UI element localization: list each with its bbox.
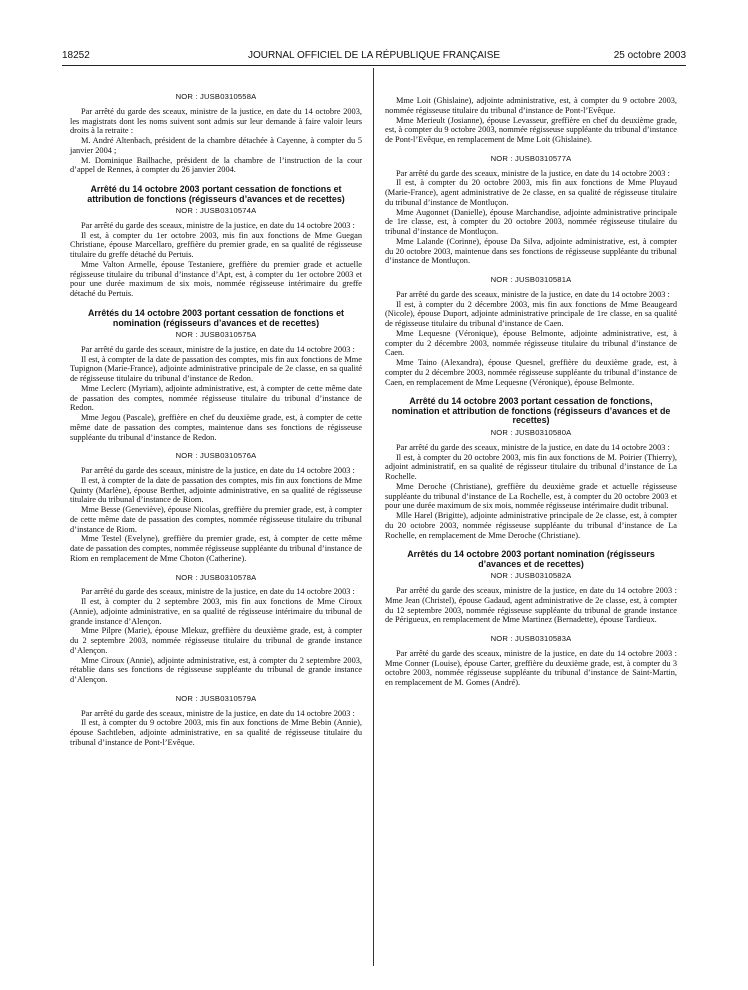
decree-paragraph: Par arrêté du garde des sceaux, ministre de la justice, en date du 14 octobre 2003 : [396,442,670,452]
decree-paragraph: Par arrêté du garde des sceaux, ministre de la justice, en date du 14 octobre 2003 : [81,466,355,476]
nor-reference: NOR : JUSB0310581A [490,275,572,284]
decree-paragraph: Mme Augonnet (Danielle), épouse Marchandise, adjointe administrative principale de 1re classe, est, à compter du 20 octobre 2003, nommée régisseuse titulaire du tribunal d’instance de Montluçon. [385,207,677,236]
decree-paragraph: Mme Testel (Evelyne), greffière du premier grade, est, à compter de cette même date de passation des comptes, nommée régisseuse suppléante du tribunal d’instance de Riom en remplacement de Mme Choton (Catherine). [70,534,362,563]
decree-paragraph: Mme Taino (Alexandra), épouse Quesnel, greffière du deuxième grade, est, à compter du 2 décembre 2003, nommée régisseuse suppléante du tribunal d’instance de Caen, en remplacement de Mme Lequesne (Véronique), épouse Belmonte. [385,358,677,387]
journal-title: JOURNAL OFFICIEL DE LA RÉPUBLIQUE FRANÇAISE [247,50,501,61]
decree-paragraph: Mme Deroche (Christiane), greffière du deuxième grade et actuelle régisseuse suppléante du tribunal d’instance de La Rochelle, est, à compter du 20 octobre 2003 et pour une durée maximum de six mois, nommée régisseuse intérimaire dudit tribunal. [385,481,677,511]
decree-paragraph: Par arrêté du garde des sceaux, ministre de la justice, en date du 14 octobre 2003 : Mme Conner (Louise), épouse Carter, greffière du deuxième grade, est, à compter du 3 octobre 2003, nommée régisseuse suppléante du tribunal d’instance de Saint-Martin, en remplacement de M. Gomes (André). [385,648,677,688]
nor-reference: NOR : JUSB0310558A [175,92,257,101]
decree-paragraph: Par arrêté du garde des sceaux, ministre de la justice, en date du 14 octobre 2003 : Mme Jean (Christel), épouse Gadaud, agent administrative de 2e classe, est, à compter du 12 septembre 2003, nommée régisseuse suppléante du tribunal de grande instance de Périgueux, en remplacement de Mme Martinez (Bernadette), épouse Tardieux. [385,586,677,625]
decree-paragraph: Il est, à compter du 9 octobre 2003, mis fin aux fonctions de Mme Bebin (Annie), épouse Sachtleben, adjointe administrative, en sa qualité de régisseuse titulaire du tribunal d’instance de Pont-l’Evêque. [70,718,362,747]
header-rule [62,65,686,66]
decree-paragraph: Mme Lequesne (Véronique), épouse Belmonte, adjointe administrative, est, à compter du 2 décembre 2003, nommée régisseuse titulaire du tribunal d’instance de Caen. [385,328,677,358]
decree-paragraph: Mme Jegou (Pascale), greffière en chef du deuxième grade, est, à compter de cette même date de passation des comptes, maintenue dans ses fonctions de régisseuse suppléante du tribunal d’instance de Redon. [70,413,362,442]
decree-title: Arrêtés du 14 octobre 2003 portant cessation de fonctions et nomination (régisseurs d’avances et de recettes) [88,307,344,328]
nor-reference: NOR : JUSB0310583A [490,634,572,644]
decree-paragraph: Par arrêté du garde des sceaux, ministre de la justice, en date du 14 octobre 2003 : [81,587,355,597]
decree-paragraph: Il est, à compter du 2 septembre 2003, mis fin aux fonctions de Mme Ciroux (Annie), adjointe administrative, en sa qualité de régisseuse intérimaire du tribunal de grande instance d’Alençon. [70,597,362,626]
page-number: 18252 [62,50,90,61]
decree-paragraph: Il est, à compter de la date de passation des comptes, mis fin aux fonctions de Mme Tupignon (Marie-France), adjointe administrative principale de 2e classe, en sa qualité de régisseuse titulaire du tribunal d’instance de Redon. [70,354,362,384]
decree-title: Arrêté du 14 octobre 2003 portant cessation de fonctions et attribution de fonctions (régisseurs d’avances et de recettes) [87,184,345,204]
decree-paragraph: Par arrêté du garde des sceaux, ministre de la justice, en date du 14 octobre 2003 : [396,168,670,178]
nor-reference: NOR : JUSB0310576A [175,451,257,461]
decree-paragraph: Mme Valton Armelle, épouse Testaniere, greffière du premier grade et actuelle régisseuse titulaire du tribunal d’instance d’Apt, est, à compter du 1er octobre 2003 et pour une durée maximum de six mois, nommée régisseuse intérimaire du greffe détaché du Pertuis. [70,259,362,299]
decree-title: Arrêtés du 14 octobre 2003 portant nomination (régisseurs d’avances et de recettes) [407,549,655,569]
decree-paragraph: Par arrêté du garde des sceaux, ministre de la justice, en date du 14 octobre 2003 : [81,708,355,718]
decree-paragraph: Il est, à compter de la date de passation des comptes, mis fin aux fonctions de Mme Quinty (Marlène), épouse Berthet, adjointe administrative, en sa qualité de régisseuse titulaire du tribunal d’instance de Riom. [70,475,362,505]
decree-paragraph: Il est, à compter du 2 décembre 2003, mis fin aux fonctions de Mme Beaugeard (Nicole), épouse Duport, adjointe administrative principale de 1re classe, en sa qualité de régisseuse titulaire du tribunal d’instance de Caen. [385,299,677,328]
decree-paragraph: Il est, à compter du 1er octobre 2003, mis fin aux fonctions de Mme Guegan Christiane, épouse Marcellaro, greffière du premier grade, en sa qualité de régisseuse titulaire du greffe détaché du Pertuis. [70,230,362,260]
decree-paragraph: Mme Pilpre (Marie), épouse Mlekuz, greffière du deuxième grade, est, à compter du 2 septembre 2003, nommée régisseuse titulaire du tribunal de grande instance d’Alençon. [70,626,362,655]
column-divider [373,68,374,966]
decree-paragraph: Par arrêté du garde des sceaux, ministre de la justice, en date du 14 octobre 2003 : [81,220,355,230]
nor-reference: NOR : JUSB0310579A [175,693,257,703]
decree-paragraph: Mme Merieult (Josianne), épouse Levasseur, greffière en chef du deuxième grade, est, à compter du 9 octobre 2003, nommée régisseuse suppléante du tribunal d’instance de Pont-l’Evêque, en remplacement de Mme Loit (Ghislaine). [385,115,677,144]
decree-paragraph: Par arrêté du garde des sceaux, ministre de la justice, en date du 14 octobre 2003 : [81,344,355,354]
page-header [62,50,686,66]
decree-paragraph: Il est, à compter du 20 octobre 2003, mis fin aux fonctions de M. Poirier (Thierry), adjoint administratif, en sa qualité de régisseur titulaire du tribunal d’instance de La Rochelle. [385,452,677,482]
decree-paragraph: Par arrêté du garde des sceaux, ministre de la justice, en date du 14 octobre 2003 : [396,289,670,299]
nor-reference: NOR : JUSB0310577A [490,153,572,163]
decree-paragraph: Mlle Harel (Brigitte), adjointe administrative principale de 2e classe, est, à compter du 20 octobre 2003, nommée régisseuse suppléante du tribunal d’instance de La Rochelle, en remplacement de Mme Deroche (Christiane). [385,511,677,540]
nor-reference: NOR : JUSB0310578A [175,572,257,582]
nor-reference: NOR : JUSB0310580A [490,428,572,438]
issue-date: 25 octobre 2003 [613,50,686,61]
decree-paragraph: Il est, à compter du 20 octobre 2003, mis fin aux fonctions de Mme Pluyaud (Marie-France), agent administrative de 2e classe, en sa qualité de régisseuse titulaire du tribunal d’instance de Montluçon. [385,178,677,207]
nor-reference: NOR : JUSB0310574A [175,206,257,216]
decree-paragraph: Mme Besse (Geneviève), épouse Nicolas, greffière du premier grade, est, à compter de cette même date de passation des comptes, nommée régisseuse titulaire du tribunal d’instance de Riom. [70,505,362,534]
nor-reference: NOR : JUSB0310575A [175,330,257,340]
nor-reference: NOR : JUSB0310582A [490,571,572,581]
decree-paragraph: Mme Loit (Ghislaine), adjointe administrative, est, à compter du 9 octobre 2003, nommée régisseuse titulaire du tribunal d’instance de Pont-l’Evêque. [385,96,677,115]
right-column [385,96,677,688]
decree-paragraph: M. André Altenbach, président de la chambre détachée à Cayenne, à compter du 5 janvier 2004 ; [70,136,362,155]
left-column [70,92,362,748]
decree-paragraph: Mme Leclerc (Myriam), adjointe administrative, est, à compter de cette même date de passation des comptes, nommée régisseuse titulaire du tribunal d’instance de Redon. [70,383,362,413]
decree-paragraph: Mme Ciroux (Annie), adjointe administrative, est, à compter du 2 septembre 2003, rétablie dans ses fonctions de régisseuse suppléante du tribunal de grande instance d’Alençon. [70,655,362,685]
decree-title: Arrêté du 14 octobre 2003 portant cessation de fonctions, nomination et attribution de fonctions (régisseurs d’avances et de recettes) [391,396,671,426]
decree-paragraph: Mme Lalande (Corinne), épouse Da Silva, adjointe administrative, est, à compter du 20 octobre 2003, maintenue dans ses fonctions de régisseuse suppléante du tribunal d’instance de Montluçon. [385,236,677,266]
decree-paragraph: M. Dominique Bailhache, président de la chambre de l’instruction de la cour d’appel de Rennes, à compter du 26 janvier 2004. [70,155,362,175]
decree-paragraph: Par arrêté du garde des sceaux, ministre de la justice, en date du 14 octobre 2003, les magistrats dont les noms suivent sont admis sur leur demande à faire valoir leurs droits à la retraite : [70,106,362,136]
